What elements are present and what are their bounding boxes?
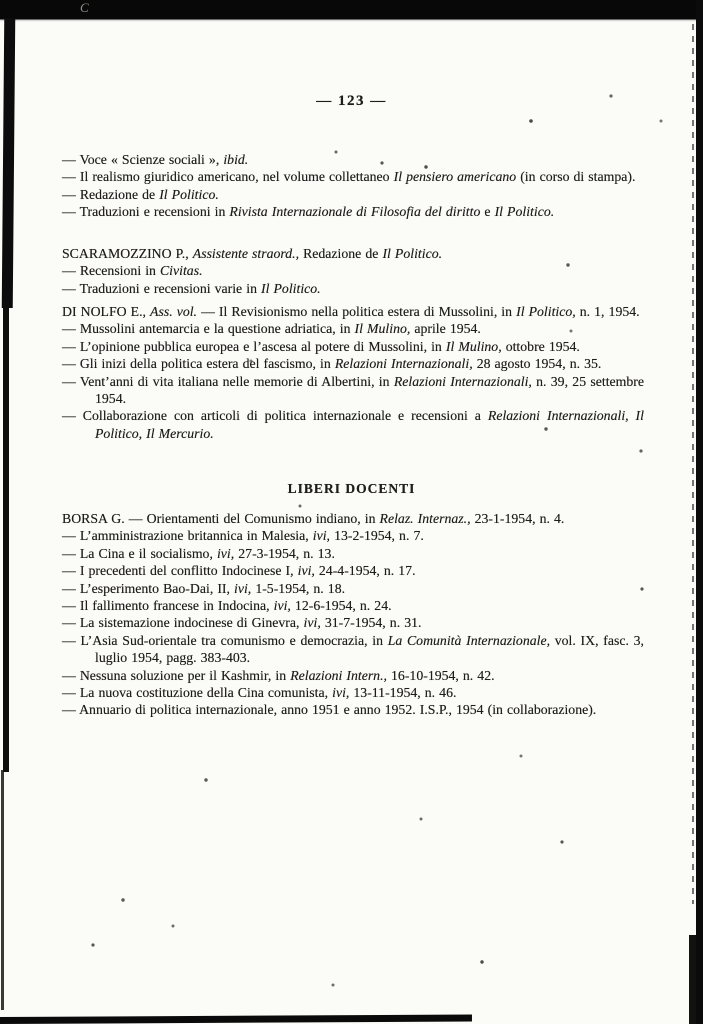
bibliography-entry [62, 580, 644, 597]
bibliography-entry [62, 667, 644, 684]
entry-title-italic: Il Politico. [494, 204, 555, 220]
entry-text: 13-11-1954, n. 46. [349, 685, 457, 701]
bibliography-entry [62, 262, 644, 279]
entry-text: — Mussolini antemarcia e la questione adriatica, in [62, 321, 355, 337]
entry-title-italic: Relazioni Internazionali, [334, 356, 473, 372]
entry-title-italic: ivi, [216, 545, 235, 561]
entry-title-italic: Il Politico, [516, 304, 576, 319]
entry-title-italic: Rivista Internazionale di Filosofia del diritto [229, 204, 481, 220]
entry-title-italic: Il Politico. [382, 246, 443, 261]
bibliography-entry [62, 614, 644, 631]
entry-title-italic: Il Mulino, [445, 338, 502, 354]
entry-text: — Traduzioni e recensioni varie in [62, 280, 262, 296]
entry-title-italic: ivi, [332, 685, 350, 701]
entry-text: 13-2-1954, n. 7. [330, 528, 424, 544]
bibliography-entry [62, 684, 644, 701]
scan-edge-right-lower [689, 935, 696, 1024]
entry-text: — Collaborazione con articoli di politica internazionale e recensioni a [62, 408, 488, 424]
entry-text: 27-3-1954, n. 13. [234, 545, 335, 561]
entry-title-italic: ivi, [297, 563, 315, 579]
bibliography-entry [62, 280, 644, 297]
entry-text: — Il fallimento francese in Indocina, [62, 598, 274, 614]
bibliography-entry [62, 355, 644, 372]
entry-text: — Gli inizi della politica estera del fascismo, in [62, 356, 335, 372]
entry-title-italic: Il pensiero americano [393, 169, 517, 185]
entry-text: Redazione de [299, 246, 383, 261]
scan-noise-specks [0, 0, 2, 2]
page-number: — 123 — [316, 93, 387, 109]
entry-text: — L’amministrazione britannica in Malesia, [62, 528, 313, 544]
entry-title-italic: Assistente straord., [192, 246, 300, 261]
entry-title-italic: ibid. [223, 152, 249, 167]
bibliography-section-continuation [62, 151, 644, 221]
entry-title-italic: ivi, [312, 528, 331, 544]
bibliography-entry [62, 545, 644, 562]
scan-edge-left-lower [1, 770, 4, 1010]
entry-title-italic: ivi, [303, 615, 321, 631]
entry-text: 1-5-1954, n. 18. [251, 580, 346, 596]
entry-text: — L’esperimento Bao-Dai, II, [62, 580, 235, 596]
bibliography-entry [62, 632, 644, 667]
entry-text: — Voce « Scienze sociali », [62, 152, 224, 167]
bibliography-entry [62, 373, 644, 408]
entry-text: — Redazione de [62, 186, 160, 202]
entry-title-italic: La Comunità Internazionale, [387, 632, 551, 648]
entry-text: 28 agosto 1954, n. 35. [472, 356, 602, 372]
entry-text: — Nessuna soluzione per il Kashmir, in [62, 667, 291, 683]
entry-text: 12-6-1954, n. 24. [290, 598, 392, 614]
entry-text: 23-1-1954, n. 4. [470, 511, 565, 526]
entry-text: — Recensioni in [62, 263, 160, 279]
entry-text: — Il realismo giuridico americano, nel volume collettaneo [62, 169, 394, 185]
bibliography-entry [62, 597, 644, 614]
bibliography-entry [62, 168, 644, 185]
bibliography-entry [62, 186, 644, 203]
entry-text: vol. IX, fasc. 3, luglio 1954, pagg. 383-403. [95, 632, 644, 666]
bibliography-entry [62, 527, 644, 544]
entry-text: SCARAMOZZINO P., [62, 246, 193, 261]
entry-text: — La sistemazione indocinese di Ginevra, [62, 615, 304, 631]
entry-text: DI NOLFO E., [62, 304, 151, 319]
bibliography-entry [62, 407, 644, 442]
bibliography-section-scaramozzino [62, 245, 644, 297]
bibliography-section-di-nolfo [62, 303, 644, 442]
entry-text: — Traduzioni e recensioni in [62, 204, 230, 220]
entry-text: — I precedenti del conflitto Indocinese I, [62, 563, 298, 579]
bibliography-entry [62, 151, 644, 168]
entry-title-italic: ivi, [234, 580, 252, 596]
entry-text: — Annuario di politica internazionale, anno 1951 e anno 1952. I.S.P., 1954 (in collaborazione). [62, 702, 597, 718]
entry-text: e [480, 204, 495, 220]
entry-text: — L’opinione pubblica europea e l’ascesa al potere di Mussolini, in [62, 338, 446, 354]
entry-text: — La Cina e il socialismo, [62, 545, 217, 561]
scan-edge-top [0, 0, 703, 19]
entry-text: 16-10-1954, n. 42. [386, 667, 495, 683]
entry-title-italic: Relazioni Intern., [290, 667, 387, 683]
section-heading: LIBERI DOCENTI [287, 481, 416, 496]
entry-title-italic: Il Mulino, [354, 321, 411, 337]
entry-text: 31-7-1954, n. 31. [320, 615, 422, 631]
entry-text: — Vent’anni di vita italiana nelle memorie di Albertini, in [62, 373, 394, 389]
bibliography-entry [62, 203, 644, 220]
entry-text: BORSA G. — Orientamenti del Comunismo indiano, in [62, 511, 380, 526]
entry-title-italic: Relazioni Internazionali, Il Politico, Il Mercurio. [95, 408, 644, 441]
entry-title-italic: ivi, [273, 598, 291, 614]
entry-text: n. 1, 1954. [575, 304, 640, 319]
bibliography-entry [62, 320, 644, 337]
bibliography-entry [62, 245, 644, 262]
scan-crease-line [692, 24, 694, 904]
entry-title-italic: Civitas. [159, 263, 203, 279]
entry-title-italic: Il Politico. [261, 280, 321, 296]
scan-edge-left-upper [2, 18, 16, 308]
scan-corner-mark: C [80, 0, 89, 15]
entry-text: ottobre 1954. [501, 338, 580, 354]
bibliography-entry [62, 338, 644, 355]
scan-edge-right [696, 0, 703, 1024]
entry-text: — Il Revisionismo nella politica estera di Mussolini, in [197, 304, 517, 319]
bibliography-entry [62, 510, 644, 527]
entry-text: — L’Asia Sud-orientale tra comunismo e democrazia, in [62, 632, 388, 648]
entry-text: (in corso di stampa). [516, 169, 636, 185]
entry-title-italic: Relaz. Internaz., [379, 511, 471, 526]
entry-text: — La nuova costituzione della Cina comunista, [62, 685, 333, 701]
entry-title-italic: Il Politico. [159, 186, 219, 202]
scan-edge-bottom [0, 1015, 472, 1024]
entry-title-italic: Ass. vol. [150, 304, 198, 319]
bibliography-entry [62, 562, 644, 579]
entry-text: n. 39, 25 settembre 1954. [95, 373, 644, 407]
bibliography-entry [62, 303, 644, 320]
entry-text: 24-4-1954, n. 17. [314, 563, 416, 579]
scan-edge-left-middle [3, 300, 9, 772]
entry-text: aprile 1954. [410, 321, 481, 337]
bibliography-entry [62, 701, 644, 718]
bibliography-section-borsa [62, 510, 644, 719]
entry-title-italic: Relazioni Internazionali, [393, 373, 532, 389]
